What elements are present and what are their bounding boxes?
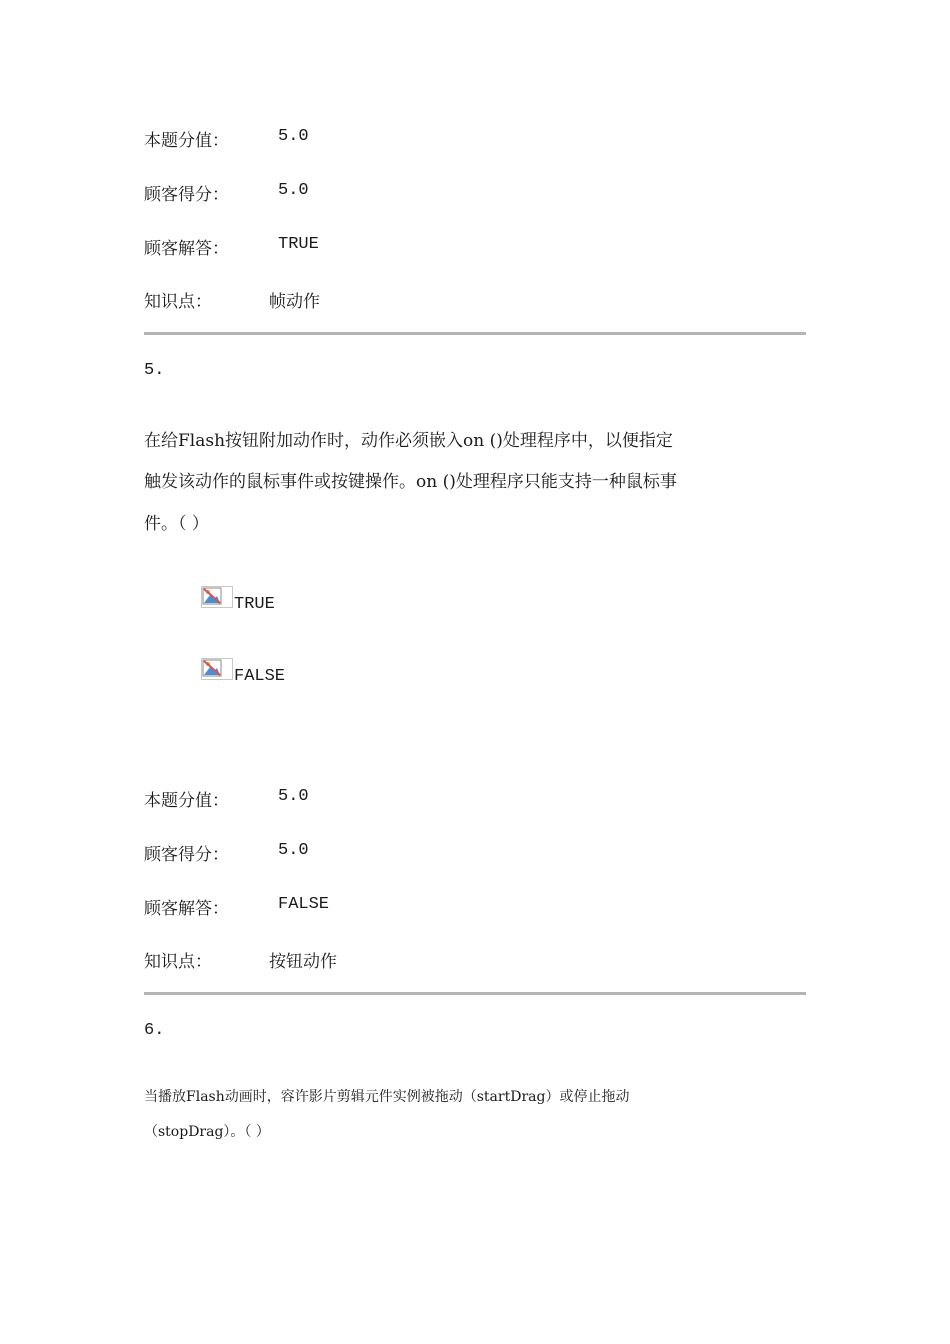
answer-label: 顾客解答： — [144, 899, 229, 919]
question-number: 5. — [144, 361, 165, 380]
knowledge-point-label: 知识点： — [144, 292, 212, 312]
question-text-line-1: 在给Flash按钮附加动作时，动作必须嵌入on ()处理程序中，以便指定 — [144, 431, 673, 451]
question-text-line-3: 件。（ ） — [144, 514, 209, 534]
broken-image-icon — [201, 658, 233, 680]
broken-image-icon — [201, 586, 233, 608]
got-label: 顾客得分： — [144, 845, 229, 865]
question-text-line-2: （stopDrag）。（ ） — [144, 1124, 270, 1140]
got-value: 5.0 — [278, 181, 309, 200]
score-value: 5.0 — [278, 787, 309, 806]
got-value: 5.0 — [278, 841, 309, 860]
option-false-label: FALSE — [234, 667, 286, 686]
knowledge-point-label: 知识点： — [144, 952, 212, 972]
answer-value: FALSE — [278, 895, 330, 914]
score-label: 本题分值： — [144, 791, 229, 811]
got-label: 顾客得分： — [144, 185, 229, 205]
score-label: 本题分值： — [144, 131, 229, 151]
knowledge-point-value: 帧动作 — [269, 292, 320, 312]
divider — [144, 332, 806, 335]
option-true-label: TRUE — [234, 595, 275, 614]
question-number: 6. — [144, 1021, 165, 1040]
knowledge-point-value: 按钮动作 — [269, 952, 337, 972]
score-value: 5.0 — [278, 127, 309, 146]
question-text-line-2: 触发该动作的鼠标事件或按键操作。on ()处理程序只能支持一种鼠标事 — [144, 472, 677, 492]
divider — [144, 992, 806, 995]
question-text-line-1: 当播放Flash动画时，容许影片剪辑元件实例被拖动（startDrag）或停止拖动 — [144, 1089, 630, 1105]
answer-label: 顾客解答： — [144, 239, 229, 259]
answer-value: TRUE — [278, 235, 319, 254]
